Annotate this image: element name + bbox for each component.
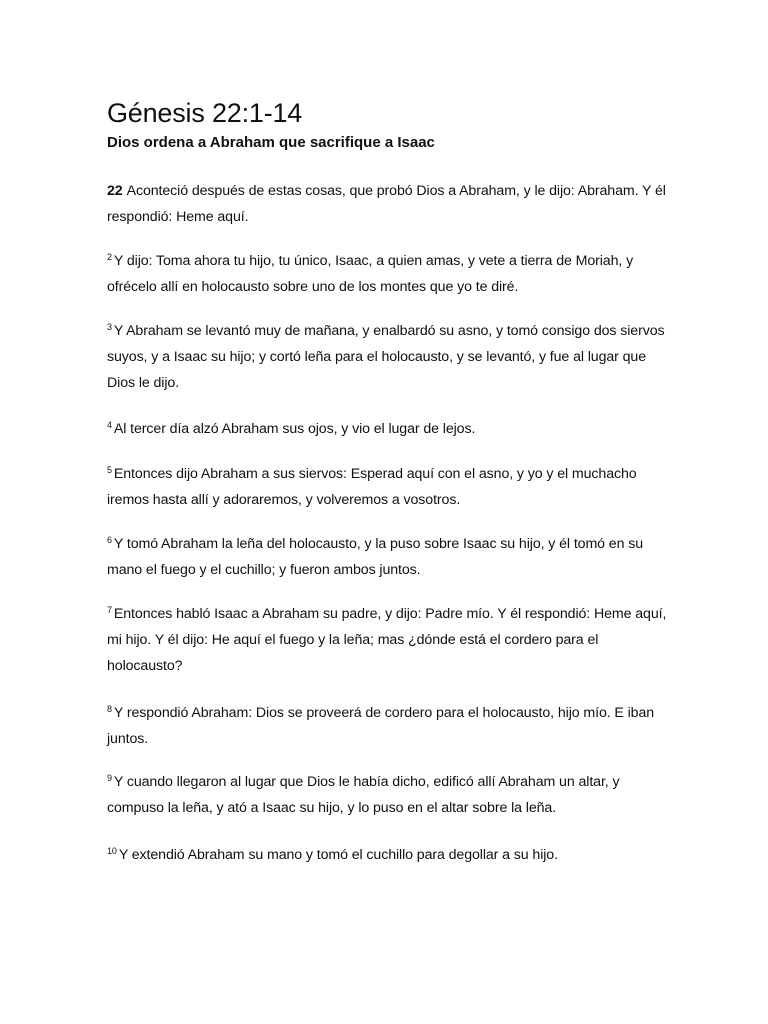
verse-number: 4	[107, 420, 112, 430]
verse-text: Y cuando llegaron al lugar que Dios le había dicho, edificó allí Abraham un altar, y compuso la leña, y ató a Isaac su hijo, y lo puso en el altar sobre la leña.	[107, 774, 620, 816]
document-page	[107, 96, 667, 863]
verse-number: 6	[107, 535, 112, 545]
document-subtitle: Dios ordena a Abraham que sacrifique a Isaac	[107, 134, 435, 151]
verse-5	[107, 461, 667, 513]
verse-text: Y respondió Abraham: Dios se proveerá de cordero para el holocausto, hijo mío. E iban juntos.	[107, 705, 655, 747]
verse-3	[107, 318, 667, 396]
verse-9	[107, 769, 667, 821]
verse-number: 7	[107, 605, 112, 615]
verse-10	[107, 842, 558, 868]
verse-number: 2	[107, 252, 112, 262]
verse-text: Y extendió Abraham su mano y tomó el cuchillo para degollar a su hijo.	[118, 847, 558, 863]
verse-22-1	[107, 178, 667, 230]
verse-number: 9	[107, 773, 112, 783]
verse-number: 10	[107, 846, 117, 856]
verse-text: Al tercer día alzó Abraham sus ojos, y vio el lugar de lejos.	[113, 421, 476, 437]
verse-text: Entonces dijo Abraham a sus siervos: Esperad aquí con el asno, y yo y el muchacho iremos hasta allí y adoraremos, y volveremos a vosotros.	[107, 466, 637, 508]
verse-text: Y Abraham se levantó muy de mañana, y enalbardó su asno, y tomó consigo dos siervos suyos, y a Isaac su hijo; y cortó leña para el holocausto, y se levantó, y fue al lugar que Dios le dijo.	[107, 323, 665, 391]
verse-text: Aconteció después de estas cosas, que probó Dios a Abraham, y le dijo: Abraham. Y él respondió: Heme aquí.	[107, 183, 666, 225]
verse-7	[107, 601, 667, 679]
verse-text: Entonces habló Isaac a Abraham su padre, y dijo: Padre mío. Y él respondió: Heme aquí, mi hijo. Y él dijo: He aquí el fuego y la leña; mas ¿dónde está el cordero para el holocausto?	[107, 606, 667, 674]
verse-2	[107, 248, 667, 300]
verse-text: Y tomó Abraham la leña del holocausto, y la puso sobre Isaac su hijo, y él tomó en su mano el fuego y el cuchillo; y fueron ambos juntos.	[107, 536, 644, 578]
chapter-number: 22	[107, 183, 123, 199]
verse-number: 8	[107, 704, 112, 714]
verse-6	[107, 531, 667, 583]
verse-number: 5	[107, 465, 112, 475]
verse-4	[107, 416, 475, 442]
verse-number: 3	[107, 322, 112, 332]
verse-text: Y dijo: Toma ahora tu hijo, tu único, Isaac, a quien amas, y vete a tierra de Moriah, y ofrécelo allí en holocausto sobre uno de los montes que yo te diré.	[107, 253, 634, 295]
document-title: Génesis 22:1-14	[107, 98, 303, 128]
verse-8	[107, 700, 667, 752]
